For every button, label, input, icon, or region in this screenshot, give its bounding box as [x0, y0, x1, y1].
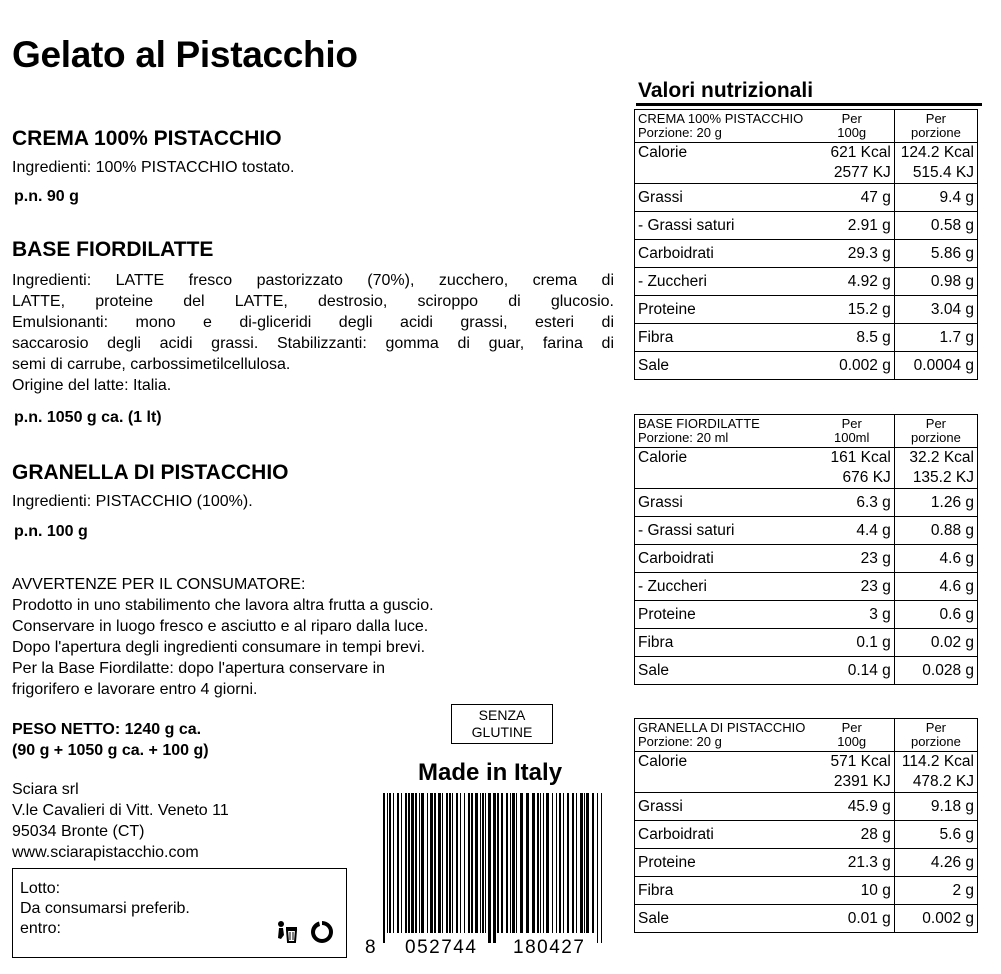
ingredients-base-line: semi di carrube, carbossimetilcellulosa.: [12, 356, 291, 373]
barcode-bar: [430, 793, 433, 933]
ingredients-base-line: Emulsionanti: mono e di-gliceridi degli acidi grassi, esteri di: [12, 314, 614, 331]
nutrition-table-name: [635, 719, 810, 752]
kcal-value: 32.2 Kcal: [909, 449, 974, 466]
barcode-bar: [471, 793, 473, 933]
barcode-bar: [411, 793, 414, 933]
barcode-bar: [520, 793, 523, 933]
value-per-portion: 4.26 g: [894, 849, 977, 877]
section-heading-granella: GRANELLA DI PISTACCHIO: [12, 461, 289, 484]
barcode-bar: [434, 793, 436, 933]
weight-crema: p.n. 90 g: [14, 188, 79, 205]
value-per-portion: [894, 752, 977, 793]
net-weight: [12, 719, 209, 761]
kcal-value: 114.2 Kcal: [901, 753, 974, 770]
per-label: Per: [841, 720, 862, 735]
table-row: [635, 352, 978, 380]
per-label: Per: [925, 416, 947, 431]
barcode-bar: [586, 793, 589, 933]
kcal-value: 571 Kcal: [830, 753, 891, 770]
nutrition-title-rule: [636, 103, 982, 106]
value-per-100: 28 g: [810, 821, 895, 849]
table-name: BASE FIORDILATTE: [638, 416, 760, 431]
barcode-bar: [421, 793, 424, 933]
barcode-bar: [576, 793, 577, 933]
nutrient-label: Carboidrati: [635, 240, 810, 268]
net-weight-line: PESO NETTO: 1240 g ca.: [12, 721, 202, 738]
value-per-100: 8.5 g: [810, 324, 895, 352]
value-per-portion: 0.0004 g: [894, 352, 977, 380]
value-per-portion: 9.18 g: [894, 793, 977, 821]
kj-value: 676 KJ: [842, 469, 891, 486]
barcode-bar: [438, 793, 441, 933]
value-per-portion: 0.002 g: [894, 905, 977, 933]
table-row: [635, 601, 978, 629]
weight-base: p.n. 1050 g ca. (1 lt): [14, 409, 162, 426]
ingredients-base-line: Origine del latte: Italia.: [12, 377, 172, 394]
barcode-bar: [397, 793, 399, 933]
barcode-bar: [501, 793, 503, 933]
table-portion: Porzione: 20 g: [638, 125, 722, 140]
barcode-bar: [401, 793, 402, 933]
table-row: [635, 793, 978, 821]
nutrient-label: - Zuccheri: [635, 268, 810, 296]
table-row: [635, 629, 978, 657]
barcode-bar: [493, 793, 496, 943]
value-per-100: 0.1 g: [810, 629, 895, 657]
ingredients-base: [12, 270, 614, 396]
nutrient-label: Sale: [635, 905, 810, 933]
kj-value: 2577 KJ: [833, 164, 891, 181]
table-portion: Porzione: 20 ml: [638, 430, 729, 445]
barcode-bar: [592, 793, 594, 933]
barcode-bar: [480, 793, 481, 933]
value-per-portion: 0.98 g: [894, 268, 977, 296]
nutrient-label: - Grassi saturi: [635, 517, 810, 545]
table-name: GRANELLA DI PISTACCHIO: [638, 720, 806, 735]
value-per-100: 23 g: [810, 545, 895, 573]
table-row: [635, 905, 978, 933]
barcode-bar: [419, 793, 420, 933]
best-before-label: Da consumarsi preferib.: [20, 900, 190, 917]
value-per-100: [810, 448, 895, 489]
ingredients-base-line: Ingredienti: LATTE fresco pastorizzato (70%), zucchero, crema di: [12, 272, 614, 289]
value-per-100: 0.002 g: [810, 352, 895, 380]
value-per-portion: [894, 448, 977, 489]
value-per-100: 29.3 g: [810, 240, 895, 268]
per-portion-header: [894, 719, 977, 752]
per-unit: porzione: [910, 125, 961, 140]
value-per-100: 4.92 g: [810, 268, 895, 296]
barcode-bar: [415, 793, 417, 933]
table-name: CREMA 100% PISTACCHIO: [638, 111, 804, 126]
warning-line: Conservare in luogo fresco e asciutto e al riparo dalla luce.: [12, 618, 429, 635]
barcode-bar: [601, 793, 602, 943]
per-unit: porzione: [910, 430, 961, 445]
lot-box: [12, 868, 347, 958]
weight-granella: p.n. 100 g: [14, 523, 88, 540]
barcode-bar: [446, 793, 448, 933]
value-per-100: 15.2 g: [810, 296, 895, 324]
value-per-portion: 0.6 g: [894, 601, 977, 629]
barcode-bar: [546, 793, 549, 933]
value-per-portion: 0.58 g: [894, 212, 977, 240]
value-per-100: 4.4 g: [810, 517, 895, 545]
ingredients-crema: Ingredienti: 100% PISTACCHIO tostato.: [12, 159, 295, 176]
gluten-free-line: SENZA: [478, 707, 526, 723]
barcode-bar: [442, 793, 443, 933]
kj-value: 135.2 KJ: [912, 469, 974, 486]
warning-line: Per la Base Fiordilatte: dopo l'apertura conservare in: [12, 660, 386, 677]
nutrient-label: Fibra: [635, 629, 810, 657]
value-per-portion: 0.88 g: [894, 517, 977, 545]
table-row: [635, 545, 978, 573]
value-per-portion: [894, 143, 977, 184]
per-label: Per: [925, 111, 947, 126]
product-title: Gelato al Pistacchio: [12, 34, 358, 75]
nutrition-header-row: [635, 415, 978, 448]
barcode-bar: [485, 793, 486, 933]
section-heading-base: BASE FIORDILATTE: [12, 238, 214, 261]
nutrition-header-row: [635, 719, 978, 752]
barcode-bars: [383, 793, 602, 943]
value-per-100: 0.14 g: [810, 657, 895, 685]
recycle-bin-icon: [275, 919, 301, 945]
barcode-bar: [497, 793, 499, 933]
kj-value: 478.2 KJ: [912, 773, 974, 790]
value-per-100: 23 g: [810, 573, 895, 601]
barcode-bar: [427, 793, 428, 933]
per-portion-header: [894, 110, 977, 143]
nutrient-label: Calorie: [635, 448, 810, 489]
barcode-bar: [597, 793, 598, 943]
company-city: 95034 Bronte (CT): [12, 823, 145, 840]
barcode-bar: [387, 793, 388, 933]
barcode-bar: [464, 793, 465, 933]
barcode-bar: [516, 793, 517, 933]
nutrition-table-name: [635, 110, 810, 143]
company-name: Sciara srl: [12, 781, 79, 798]
per-100-header: [810, 415, 895, 448]
barcode-bar: [510, 793, 511, 933]
table-row: [635, 448, 978, 489]
barcode-bar: [389, 793, 391, 933]
value-per-portion: 5.86 g: [894, 240, 977, 268]
value-per-portion: 9.4 g: [894, 184, 977, 212]
kj-value: 515.4 KJ: [912, 164, 974, 181]
company-website: www.sciarapistacchio.com: [12, 844, 199, 861]
table-row: [635, 240, 978, 268]
best-before-label-2: entro:: [20, 920, 61, 937]
barcode-bar: [559, 793, 561, 933]
nutrition-table-name: [635, 415, 810, 448]
barcode-digit-first: 8: [365, 937, 376, 957]
nutrition-title: Valori nutrizionali: [638, 79, 814, 102]
barcode-bar: [572, 793, 574, 933]
gluten-free-badge: [451, 704, 553, 744]
per-unit: porzione: [910, 734, 961, 749]
made-in-italy: Made in Italy: [418, 759, 563, 786]
value-per-100: 6.3 g: [810, 489, 895, 517]
table-portion: Porzione: 20 g: [638, 734, 722, 749]
barcode-bar: [552, 793, 553, 933]
recycle-arrows-icon: [307, 917, 337, 947]
value-per-100: 45.9 g: [810, 793, 895, 821]
nutrient-label: Proteine: [635, 601, 810, 629]
per-unit: 100g: [837, 125, 867, 140]
table-row: [635, 212, 978, 240]
value-per-100: [810, 752, 895, 793]
barcode-bar: [556, 793, 557, 933]
barcode-bar: [383, 793, 385, 943]
nutrient-label: Proteine: [635, 296, 810, 324]
kcal-value: 621 Kcal: [830, 144, 891, 161]
nutrient-label: Sale: [635, 657, 810, 685]
warning-line: AVVERTENZE PER IL CONSUMATORE:: [12, 576, 306, 593]
barcode-bar: [563, 793, 564, 933]
barcode-bar: [540, 793, 541, 933]
nutrient-label: Sale: [635, 352, 810, 380]
table-row: [635, 489, 978, 517]
nutrition-table-crema: [634, 109, 978, 380]
barcode-bar: [488, 793, 491, 943]
nutrient-label: Proteine: [635, 849, 810, 877]
lot-label: Lotto:: [20, 880, 61, 897]
per-100-header: [810, 110, 895, 143]
value-per-100: 10 g: [810, 877, 895, 905]
per-100-header: [810, 719, 895, 752]
barcode-bar: [475, 793, 478, 933]
table-row: [635, 849, 978, 877]
nutrition-table-base: [634, 414, 978, 685]
value-per-100: 2.91 g: [810, 212, 895, 240]
barcode-bar: [512, 793, 515, 933]
ingredients-base-line: LATTE, proteine del LATTE, destrosio, sciroppo di glucosio.: [12, 293, 614, 310]
table-row: [635, 573, 978, 601]
barcode-bar: [468, 793, 470, 933]
value-per-portion: 4.6 g: [894, 545, 977, 573]
per-portion-header: [894, 415, 977, 448]
per-label: Per: [841, 416, 862, 431]
barcode-bar: [408, 793, 410, 933]
nutrient-label: Carboidrati: [635, 821, 810, 849]
barcode-bar: [452, 793, 453, 933]
nutrient-label: Fibra: [635, 324, 810, 352]
value-per-100: 0.01 g: [810, 905, 895, 933]
value-per-100: 3 g: [810, 601, 895, 629]
lot-text: [20, 879, 190, 939]
barcode-bar: [537, 793, 539, 933]
kj-value: 2391 KJ: [833, 773, 891, 790]
nutrient-label: Grassi: [635, 793, 810, 821]
value-per-portion: 0.028 g: [894, 657, 977, 685]
value-per-100: 21.3 g: [810, 849, 895, 877]
nutrition-header-row: [635, 110, 978, 143]
table-row: [635, 268, 978, 296]
value-per-portion: 1.7 g: [894, 324, 977, 352]
barcode-bar: [449, 793, 451, 933]
barcode-bar: [532, 793, 535, 933]
value-per-portion: 1.26 g: [894, 489, 977, 517]
gluten-free-line: GLUTINE: [471, 724, 533, 740]
ingredients-base-line: saccarosio degli acidi grassi. Stabilizzanti: gomma di guar, farina di: [12, 335, 614, 352]
nutrient-label: Carboidrati: [635, 545, 810, 573]
table-row: [635, 143, 978, 184]
consumer-warnings: [12, 574, 434, 700]
table-row: [635, 657, 978, 685]
kcal-value: 161 Kcal: [830, 449, 891, 466]
kcal-value: 124.2 Kcal: [900, 144, 974, 161]
nutrient-label: Fibra: [635, 877, 810, 905]
barcode-bar: [456, 793, 458, 933]
company-address: V.le Cavalieri di Vitt. Veneto 11: [12, 802, 229, 819]
barcode-digits-left: 052744: [405, 937, 478, 957]
barcode: [363, 793, 625, 957]
value-per-portion: 3.04 g: [894, 296, 977, 324]
value-per-portion: 2 g: [894, 877, 977, 905]
section-heading-crema: CREMA 100% PISTACCHIO: [12, 127, 282, 150]
company-info: [12, 779, 229, 863]
nutrient-label: Grassi: [635, 489, 810, 517]
nutrient-label: - Grassi saturi: [635, 212, 810, 240]
nutrient-label: Calorie: [635, 143, 810, 184]
table-row: [635, 296, 978, 324]
table-row: [635, 324, 978, 352]
warning-line: Prodotto in uno stabilimento che lavora altra frutta a guscio.: [12, 597, 434, 614]
table-row: [635, 517, 978, 545]
per-label: Per: [841, 111, 862, 126]
nutrient-label: - Zuccheri: [635, 573, 810, 601]
barcode-bar: [584, 793, 585, 933]
barcode-bar: [405, 793, 407, 933]
barcode-bar: [393, 793, 394, 933]
barcode-bar: [567, 793, 569, 933]
value-per-100: [810, 143, 895, 184]
table-row: [635, 752, 978, 793]
warning-line: frigorifero e lavorare entro 4 giorni.: [12, 681, 258, 698]
nutrient-label: Grassi: [635, 184, 810, 212]
table-row: [635, 821, 978, 849]
ingredients-granella: Ingredienti: PISTACCHIO (100%).: [12, 493, 253, 510]
barcode-bar: [543, 793, 544, 933]
per-unit: 100g: [837, 734, 867, 749]
warning-line: Dopo l'apertura degli ingredienti consumare in tempi brevi.: [12, 639, 426, 656]
value-per-portion: 0.02 g: [894, 629, 977, 657]
barcode-bar: [482, 793, 484, 933]
per-unit: 100ml: [833, 430, 870, 445]
nutrition-table-granella: [634, 718, 978, 933]
net-weight-line: (90 g + 1050 g ca. + 100 g): [12, 742, 209, 759]
value-per-portion: 4.6 g: [894, 573, 977, 601]
barcode-digits-right: 180427: [513, 937, 586, 957]
barcode-bar: [580, 793, 583, 933]
barcode-bar: [460, 793, 461, 933]
per-label: Per: [925, 720, 947, 735]
nutrient-label: Calorie: [635, 752, 810, 793]
table-row: [635, 877, 978, 905]
table-row: [635, 184, 978, 212]
value-per-portion: 5.6 g: [894, 821, 977, 849]
barcode-bar: [526, 793, 529, 933]
barcode-bar: [506, 793, 508, 933]
value-per-100: 47 g: [810, 184, 895, 212]
